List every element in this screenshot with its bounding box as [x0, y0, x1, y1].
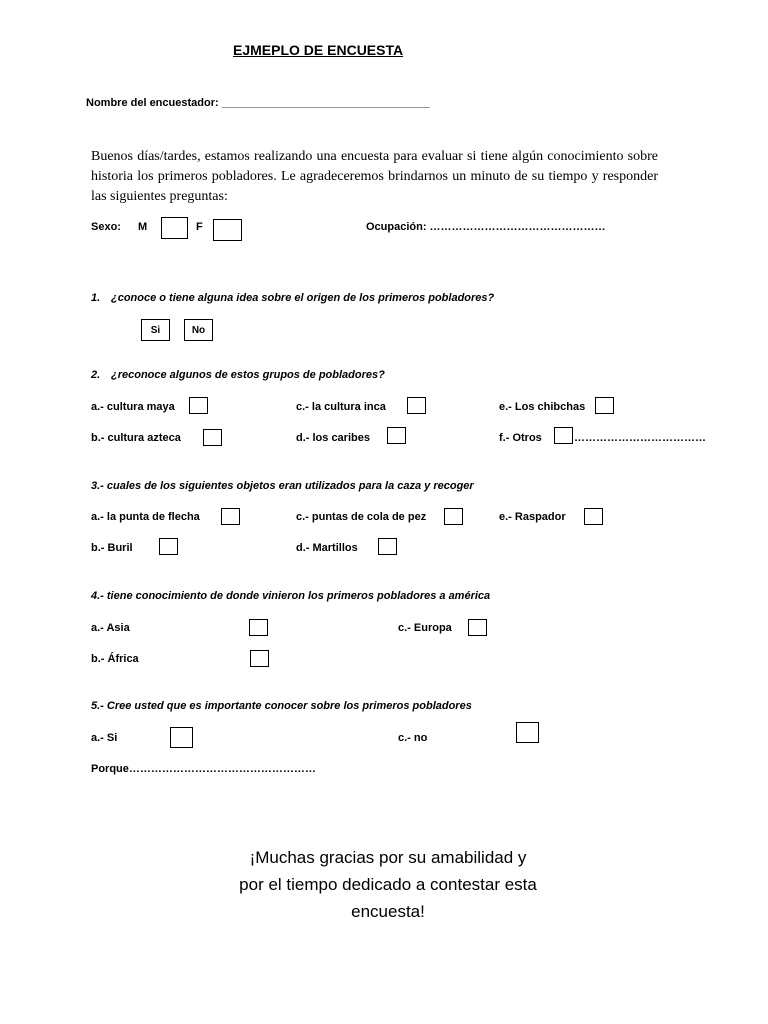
question-4-text: 4.- tiene conocimiento de donde vinieron los primeros pobladores a américa [91, 590, 491, 602]
q4-option-a-checkbox[interactable] [249, 619, 268, 636]
question-2-text: ¿reconoce algunos de estos grupos de pobladores? [111, 369, 385, 381]
closing-message: ¡Muchas gracias por su amabilidad y por el tiempo dedicado a contestar esta encuesta! [239, 848, 537, 921]
q2-option-c: c.- la cultura inca [296, 401, 386, 413]
q3-option-e-checkbox[interactable] [584, 508, 603, 525]
q3-option-c-checkbox[interactable] [444, 508, 463, 525]
q2-option-e-checkbox[interactable] [595, 397, 614, 414]
q1-si-option[interactable]: Si [141, 319, 170, 341]
q2-option-b: b.- cultura azteca [91, 432, 181, 444]
question-5-text: 5.- Cree usted que es importante conocer sobre los primeros pobladores [91, 700, 472, 712]
q2-option-f-line: ……………………………… [574, 432, 706, 444]
sex-f-checkbox[interactable] [213, 219, 242, 241]
question-3-text: 3.- cuales de los siguientes objetos eran utilizados para la caza y recoger [91, 480, 474, 492]
q2-option-d: d.- los caribes [296, 432, 370, 444]
survey-title: EJMEPLO DE ENCUESTA [233, 42, 404, 58]
q3-option-e: e.- Raspador [499, 511, 566, 523]
q4-option-a: a.- Asia [91, 622, 130, 634]
q3-option-a-checkbox[interactable] [221, 508, 240, 525]
q2-option-a-checkbox[interactable] [189, 397, 208, 414]
q3-option-d-checkbox[interactable] [378, 538, 397, 555]
question-1-text: ¿conoce o tiene alguna idea sobre el origen de los primeros pobladores? [111, 292, 495, 304]
q3-option-b-checkbox[interactable] [159, 538, 178, 555]
q5-option-c-checkbox[interactable] [516, 722, 539, 743]
q2-option-f: f.- Otros [499, 432, 542, 444]
q2-option-b-checkbox[interactable] [203, 429, 222, 446]
occupation-field: Ocupación: ………………………………………… [366, 221, 606, 233]
sex-m-label: M [138, 221, 148, 233]
q2-option-c-checkbox[interactable] [407, 397, 426, 414]
q4-option-c-checkbox[interactable] [468, 619, 487, 636]
sex-f-label: F [196, 221, 203, 233]
q2-option-e: e.- Los chibchas [499, 401, 586, 413]
q4-option-c: c.- Europa [398, 622, 452, 634]
question-2-number: 2. [91, 369, 101, 381]
q5-option-a: a.- Si [91, 732, 118, 744]
q1-no-option[interactable]: No [184, 319, 213, 341]
q4-option-b: b.- África [91, 653, 139, 665]
q5-option-c: c.- no [398, 732, 428, 744]
sex-m-checkbox[interactable] [161, 217, 188, 239]
q5-porque-field: Porque…………………………………………… [91, 763, 316, 775]
q5-option-a-checkbox[interactable] [170, 727, 193, 748]
sex-label: Sexo: [91, 221, 121, 233]
q3-option-b: b.- Buril [91, 542, 133, 554]
q4-option-b-checkbox[interactable] [250, 650, 269, 667]
q3-option-a: a.- la punta de flecha [91, 511, 200, 523]
interviewer-name-field: Nombre del encuestador: __________________________________ [86, 97, 430, 109]
question-1-number: 1. [91, 292, 101, 304]
q3-option-c: c.- puntas de cola de pez [296, 511, 427, 523]
q2-option-f-checkbox[interactable] [554, 427, 573, 444]
q3-option-d: d.- Martillos [296, 542, 358, 554]
q2-option-d-checkbox[interactable] [387, 427, 406, 444]
q2-option-a: a.- cultura maya [91, 401, 175, 413]
intro-paragraph: Buenos días/tardes, estamos realizando una encuesta para evaluar si tiene algún conocimiento sobre historia los primeros pobladores. Le agradeceremos brindarnos un minuto de su tiempo y responder las siguientes preguntas: [91, 149, 658, 204]
